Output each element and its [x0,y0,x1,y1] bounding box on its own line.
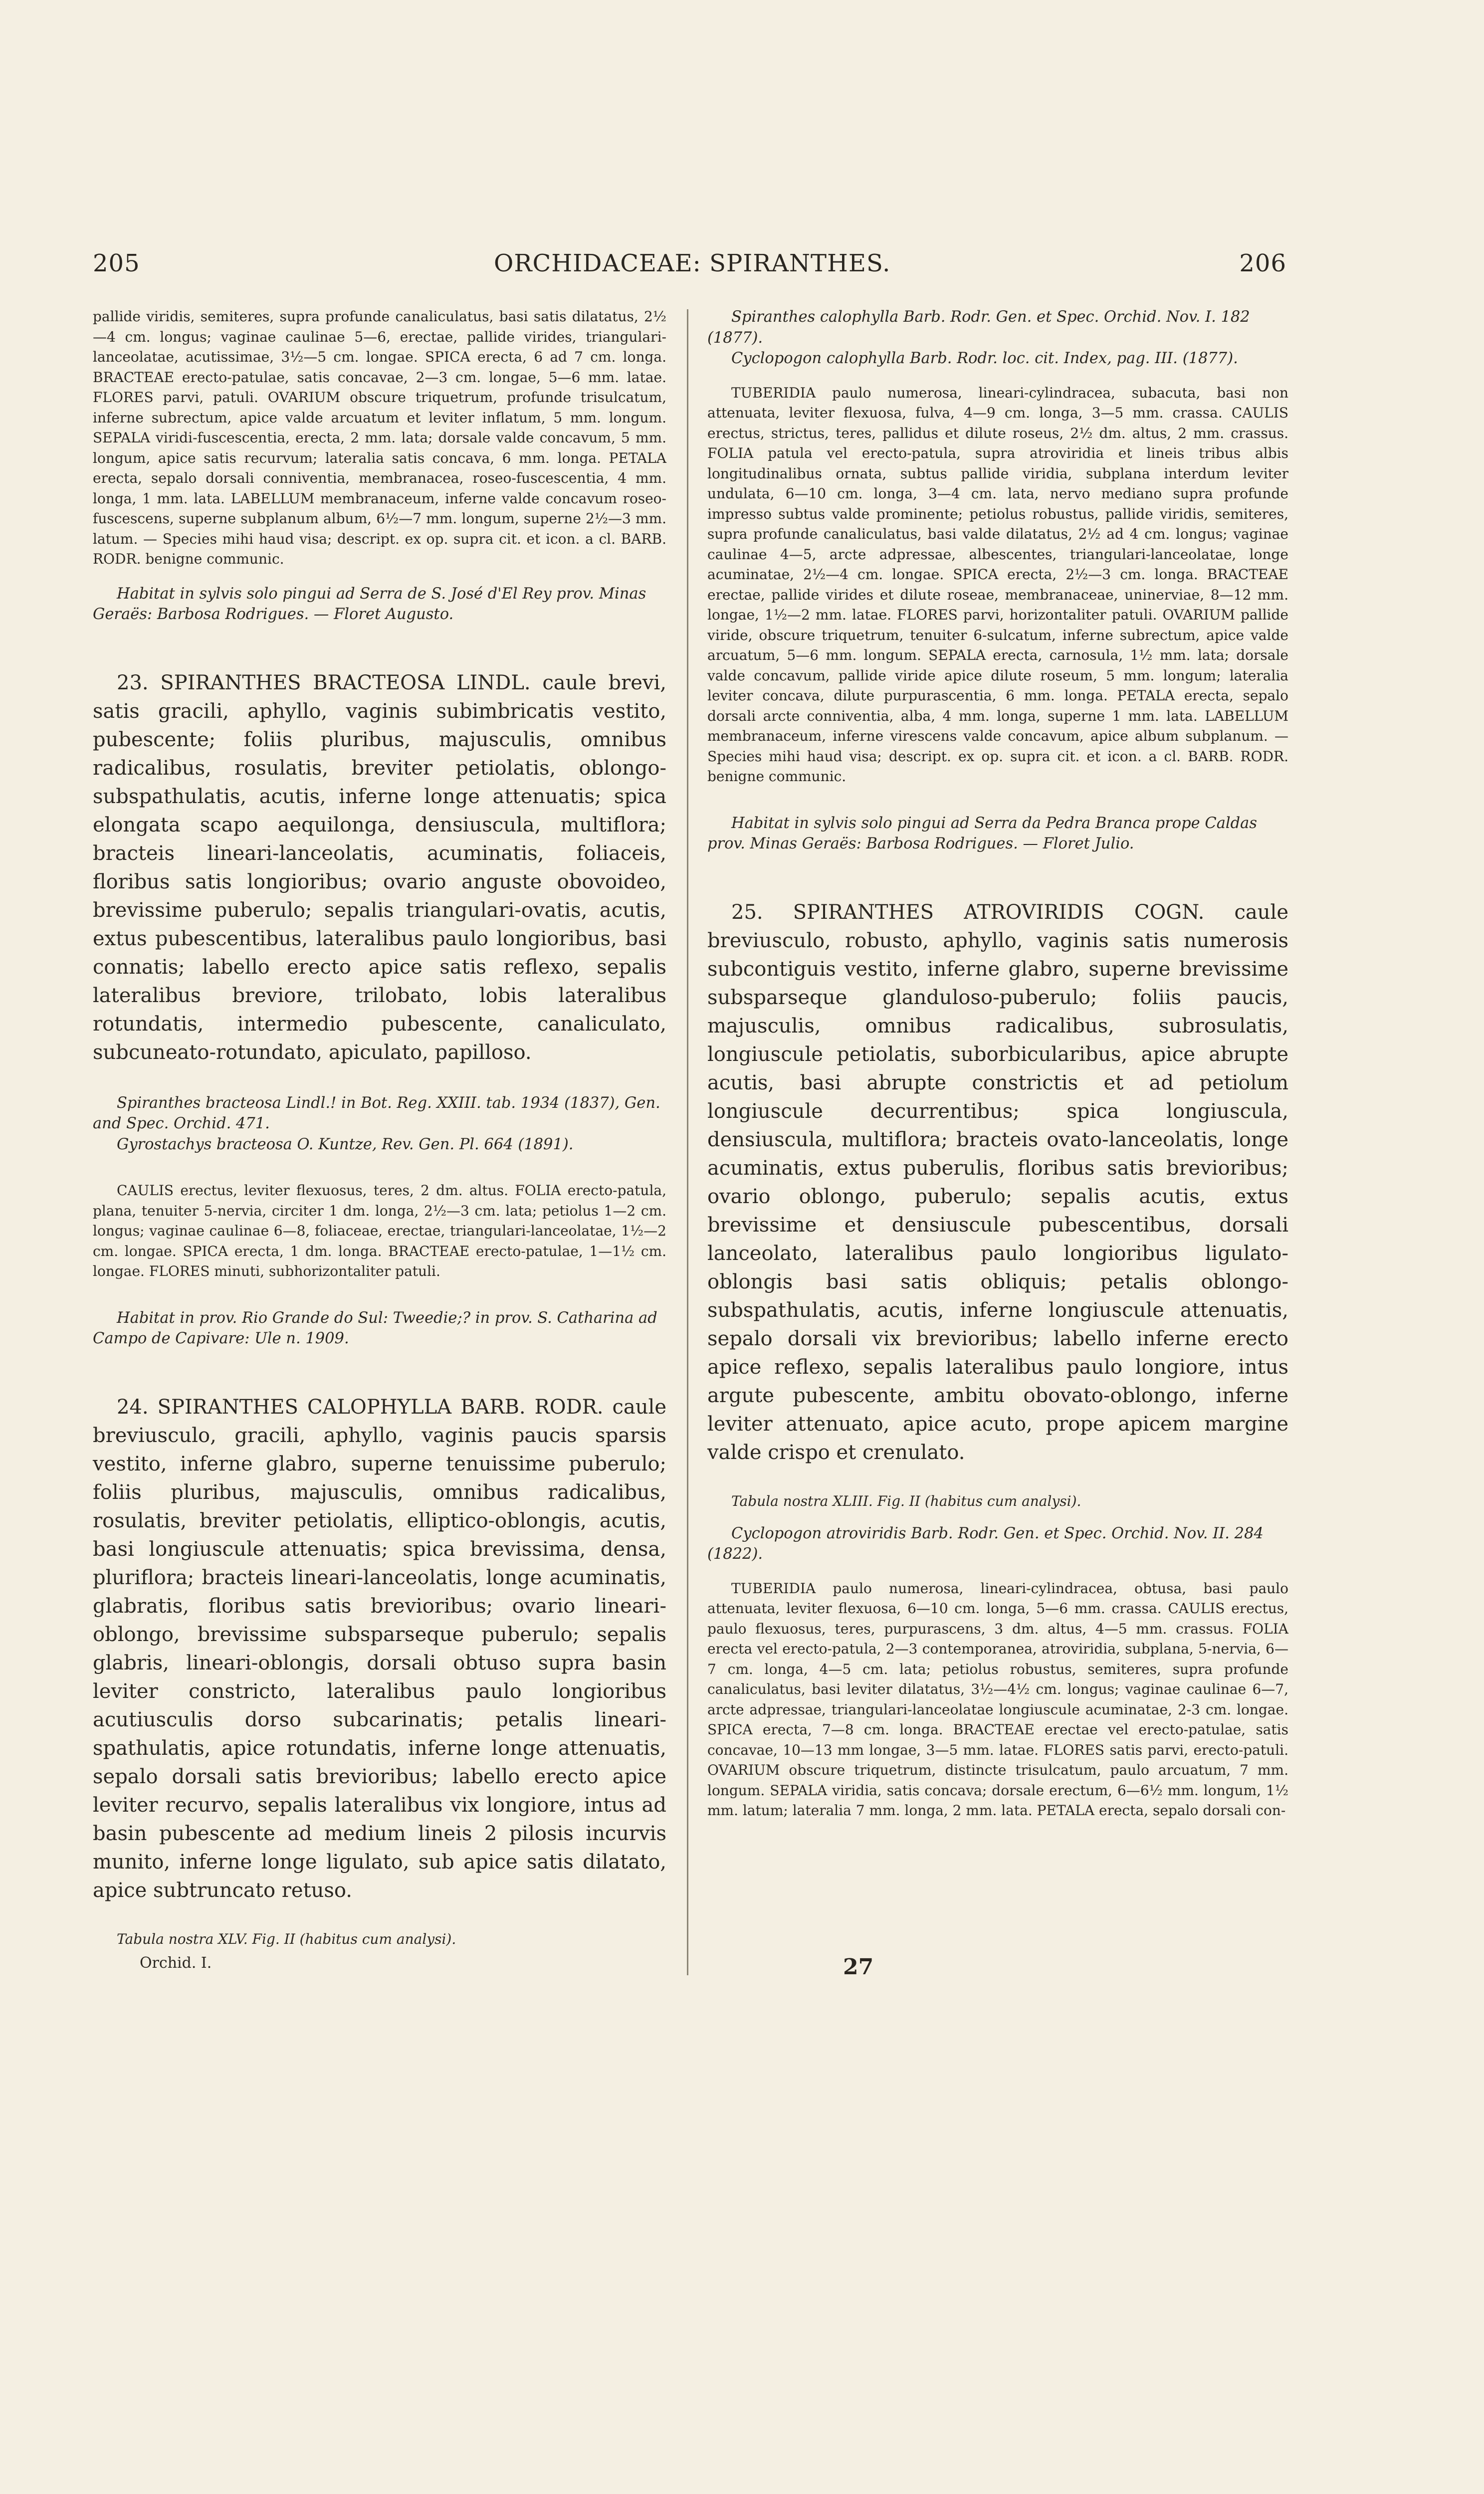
signature-mark: Orchid. I. [140,1954,212,1972]
synonym-23a: Spiranthes bracteosa Lindl.! in Bot. Reg. XXIII. tab. 1934 (1837), Gen. and Spec. Orchid. 471. [93,1094,660,1132]
species-25-diagnosis: 25. SPIRANTHES ATROVIRIDIS COGN. caule breviusculo, robusto, aphyllo, vaginis satis numerosis subcontiguis vestito, inferne glabro, superne brevissime subsparseque glanduloso-puberulo; foliis paucis, majusculis, omnibus radicalibus, subrosulatis, longiuscule petiolatis, suborbicularibus, apice abrupte acutis, basi abrupte constrictis et ad petiolum longiuscule decurrentibus; spica longiuscula, densiuscula, multiflora; bracteis ovato-lanceolatis, longe acuminatis, extus puberulis, floribus satis brevioribus; ovario oblongo, puberulo; sepalis acutis, extus brevissime et densiuscule pubescentibus, dorsali lanceolato, lateralibus paulo longioribus ligulato-oblongis basi satis obliquis; petalis oblongo-subspathulatis, acutis, inferne longiuscule attenuatis, sepalo dorsali vix brevioribus; labello inferne erecto apice reflexo, sepalis lateralibus paulo longiore, intus argute pubescente, ambitu obovato-oblongo, inferne leviter attenuato, apice acuto, prope apicem margine valde crispo et crenulato. [707,900,1288,1464]
synonym-23b: Gyrostachys bracteosa O. Kuntze, Rev. Gen. Pl. 664 (1891). [117,1135,574,1153]
species-24-description: TUBERIDIA paulo numerosa, lineari-cylindracea, subacuta, basi non attenuata, leviter flexuosa, fulva, 4—9 cm. longa, 3—5 mm. crassa. CAULIS erectus, strictus, teres, pallidus et dilute roseus, 2½ dm. altus, 2 mm. crassus. FOLIA patula vel erecto-patula, supra atroviridia et lineis tribus albis longitudinalibus ornata, subtus pallide viridia, subplana interdum leviter undulata, 6—10 cm. longa, 3—4 cm. lata, nervo mediano supra profunde impresso subtus valde prominente; petiolus robustus, pallide viridis, semiteres, supra profunde canaliculatus, basi valde dilatatus, 2½ ad 4 cm. longus; vaginae caulinae 4—5, arcte adpressae, albescentes, triangulari-lanceolatae, longe acuminatae, 2½—4 cm. longae. SPICA erecta, 2½—3 cm. longa. BRACTEAE erectae, pallide virides et dilute roseae, membranaceae, uninerviae, 8—12 mm. longae, 1½—2 mm. latae. FLORES parvi, horizontaliter patuli. OVARIUM pallide viride, obscure triquetrum, tenuiter 6-sulcatum, inferne subrectum, apice valde arcuatum, 5—6 mm. longum. SEPALA erecta, carnosula, 1½ mm. lata; dorsale valde concavum, pallide viride apice dilute roseum, 5 mm. longum; lateralia leviter concava, dilute purpurascentia, 6 mm. longa. PETALA erecta, sepalo dorsali arcte conniventia, alba, 4 mm. longa, superne 1 mm. lata. LABELLUM membranaceum, inferne virescens valde concavum, apice album subplanum. — Species mihi haud visa; descript. ex op. supra cit. et icon. a cl. BARB. RODR. benigne communic. [707,384,1288,785]
habitat-24: Habitat in sylvis solo pingui ad Serra da Pedra Branca prope Caldas prov. Minas Geraës: Barbosa Rodrigues. — Floret Julio. [707,814,1258,852]
running-title: ORCHIDACEAE: SPIRANTHES. [494,249,891,277]
habitat-22: Habitat in sylvis solo pingui ad Serra de S. José d'El Rey prov. Minas Geraës: Barbosa Rodrigues. — Floret Augusto. [93,585,646,623]
page-number-left: 205 [93,249,140,277]
habitat-23: Habitat in prov. Rio Grande do Sul: Tweedie;? in prov. S. Catharina ad Campo de Capivare: Ule n. 1909. [93,1309,657,1347]
right-column [707,307,1288,1821]
column-divider [687,309,688,1975]
plate-reference-24: Tabula nostra XLV. Fig. II (habitus cum analysi). [117,1930,456,1947]
plate-reference-25: Tabula nostra XLIII. Fig. II (habitus cum analysi). [731,1492,1081,1509]
sheet-number: 27 [843,1954,874,1980]
species-24-diagnosis: 24. SPIRANTHES CALOPHYLLA BARB. RODR. caule breviusculo, gracili, aphyllo, vaginis paucis sparsis vestito, inferne glabro, superne tenuissime puberulo; foliis pluribus, majusculis, omnibus radicalibus, rosulatis, breviter petiolatis, elliptico-oblongis, acutis, basi longiuscule attenuatis; spica brevissima, densa, pluriflora; bracteis lineari-lanceolatis, longe acuminatis, glabratis, floribus satis brevioribus; ovario lineari-oblongo, brevissime subsparseque puberulo; sepalis glabris, lineari-oblongis, dorsali obtuso supra basin leviter constricto, lateralibus paulo longioribus acutiusculis dorso subcarinatis; petalis lineari-spathulatis, apice rotundatis, inferne longe attenuatis, sepalo dorsali satis brevioribus; labello erecto apice leviter recurvo, sepalis lateralibus vix longiore, intus ad basin pubescente ad medium lineis 2 pilosis incurvis munito, inferne longe ligulato, sub apice satis dilatato, apice subtruncato retuso. [93,1395,666,1902]
synonym-24b: Cyclopogon calophylla Barb. Rodr. loc. cit. Index, pag. III. (1877). [731,350,1238,367]
species-23-diagnosis: 23. SPIRANTHES BRACTEOSA LINDL. caule brevi, satis gracili, aphyllo, vaginis subimbricatis vestito, pubescente; foliis pluribus, majusculis, omnibus radicalibus, rosulatis, breviter petiolatis, oblongo-subspathulatis, acutis, inferne longe attenuatis; spica elongata scapo aequilonga, densiuscula, multiflora; bracteis lineari-lanceolatis, acuminatis, foliaceis, floribus satis longioribus; ovario anguste obovoideo, brevissime puberulo; sepalis triangulari-ovatis, acutis, extus pubescentibus, lateralibus paulo longioribus, basi connatis; labello erecto apice satis reflexo, sepalis lateralibus breviore, trilobato, lobis lateralibus rotundatis, intermedio pubescente, canaliculato, subcuneato-rotundato, apiculato, papilloso. [93,671,666,1064]
species-25-description: TUBERIDIA paulo numerosa, lineari-cylindracea, obtusa, basi paulo attenuata, leviter flexuosa, 6—10 cm. longa, 5—6 mm. crassa. CAULIS erectus, paulo flexuosus, teres, purpurascens, 3 dm. altus, 4—5 mm. crassus. FOLIA erecta vel erecto-patula, 2—3 contemporanea, atroviridia, subplana, 5-nervia, 6—7 cm. longa, 4—5 cm. lata; petiolus robustus, semiteres, supra profunde canaliculatus, basi leviter dilatatus, 3½—4½ cm. longus; vaginae caulinae 6—7, arcte adpressae, triangulari-lanceolatae longiuscule acuminatae, 2-3 cm. longae. SPICA erecta, 7—8 cm. longa. BRACTEAE erectae vel erecto-patulae, satis concavae, 10—13 mm longae, 3—5 mm. latae. FLORES satis parvi, erecto-patuli. OVARIUM obscure triquetrum, distincte trisulcatum, paulo arcuatum, 7 mm. longum. SEPALA viridia, satis concava; dorsale erectum, 6—6½ mm. longum, 1½ mm. latum; lateralia 7 mm. longa, 2 mm. lata. PETALA erecta, sepalo dorsali con- [707,1580,1288,1819]
left-column [93,307,666,1947]
synonym-24a: Spiranthes calophylla Barb. Rodr. Gen. et Spec. Orchid. Nov. I. 182 (1877). [707,308,1250,347]
synonym-25: Cyclopogon atroviridis Barb. Rodr. Gen. et Spec. Orchid. Nov. II. 284 (1822). [707,1524,1264,1563]
species-23-description: CAULIS erectus, leviter flexuosus, teres, 2 dm. altus. FOLIA erecto-patula, plana, tenuiter 5-nervia, circiter 1 dm. longa, 2½—3 cm. lata; petiolus 1—2 cm. longus; vaginae caulinae 6—8, foliaceae, erectae, triangulari-lanceolatae, 1½—2 cm. longae. SPICA erecta, 1 dm. longa. BRACTEAE erecto-patulae, 1—1½ cm. longae. FLORES minuti, subhorizontaliter patuli. [93,1182,666,1279]
page-number-right: 206 [1239,249,1286,277]
description-continued: pallide viridis, semiteres, supra profunde canaliculatus, basi satis dilatatus, 2½—4 cm. longus; vaginae caulinae 5—6, erectae, pallide virides, triangulari-lanceolatae, acutissimae, 3½—5 cm. longae. SPICA erecta, 6 ad 7 cm. longa. BRACTEAE erecto-patulae, satis concavae, 2—3 cm. longae, 5—6 mm. latae. FLORES parvi, patuli. OVARIUM obscure triquetrum, profunde trisulcatum, inferne subrectum, apice valde arcuatum et leviter inflatum, 5 mm. longum. SEPALA viridi-fuscescentia, erecta, 2 mm. lata; dorsale valde concavum, 5 mm. longum, apice satis recurvum; lateralia satis concava, 6 mm. longa. PETALA erecta, sepalo dorsali conniventia, membranacea, roseo-fuscescentia, 4 mm. longa, 1 mm. lata. LABELLUM membranaceum, inferne valde concavum roseo-fuscescens, superne subplanum album, 6½—7 mm. longum, superne 2½—3 mm. latum. — Species mihi haud visa; descript. ex op. supra cit. et icon. a cl. BARB. RODR. benigne communic. [93,308,666,567]
